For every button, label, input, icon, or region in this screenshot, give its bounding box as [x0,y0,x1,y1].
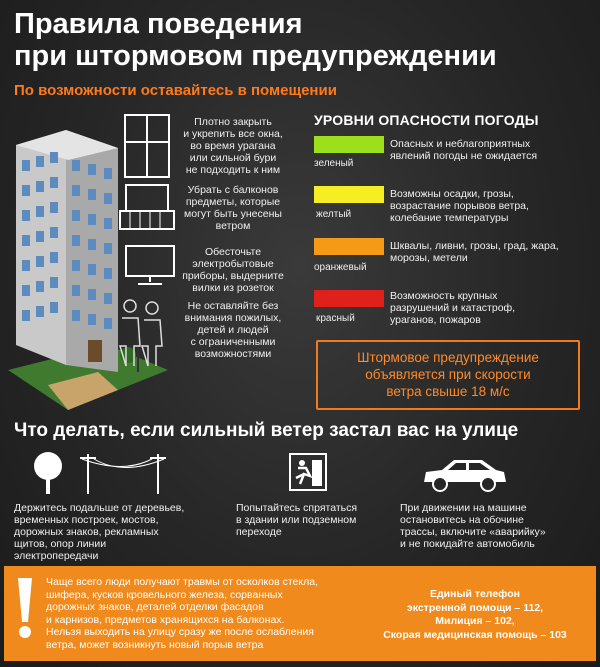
level-label-orange: оранжевый [314,262,367,273]
level-label-green: зеленый [314,158,354,169]
car-icon [420,454,508,494]
levels-title: УРОВНИ ОПАСНОСТИ ПОГОДЫ [314,112,539,128]
level-desc-orange: Шквалы, ливни, грозы, град, жара, морозы, метели [390,240,559,264]
level-desc-red: Возможность крупных разрушений и катастроф, ураганов, пожаров [390,290,516,326]
tip-balcony: Убрать с балконов предметы, которые могут быть унесены ветром [184,184,282,232]
balcony-icon [118,183,176,233]
street-tip-shelter: Попытайтесь спрятаться в здании или подземном переходе [236,502,358,538]
tree-power-line-icon [18,450,166,496]
subtitle: По возможности оставайтесь в помещении [14,82,337,99]
people-icon [112,296,170,368]
title-line-2: при штормовом предупреждении [14,40,497,72]
street-section-title: Что делать, если сильный ветер застал вас на улице [14,420,519,441]
level-label-yellow: желтый [316,209,352,220]
level-swatch-green [314,136,384,153]
level-swatch-red [314,290,384,307]
tip-appliances: Обесточьте электробытовые приборы, выдерните вилки из розеток [182,246,284,294]
tip-vulnerable-people: Не оставляйте без внимания пожилых, детей и людей с ограниченными возможностями [184,300,282,360]
exclamation-icon [14,576,36,642]
level-desc-green: Опасных и неблагоприятных явлений погоды не ожидается [390,138,538,162]
level-desc-yellow: Возможны осадки, грозы, возрастание порывов ветра, колебание температуры [390,188,529,224]
level-label-red: красный [316,313,355,324]
exit-sign-icon [288,452,328,492]
storm-warning-text: Штормовое предупреждение объявляется при скорости ветра свыше 18 м/с [357,350,539,399]
page-title [14,8,594,72]
title-line-1: Правила поведения [14,8,303,40]
injury-warning-text: Чаще всего люди получают травмы от осколков стекла, шифера, кусков кровельного железа, сорванных дорожных знаков, деталей отделки фасадов и карнизов, предметов хранящихся на балконах. Нельзя выходить на улицу сразу же после ослабления ветра, может возникнуть новый порыв ветра [46,576,318,651]
tv-icon [124,244,176,286]
level-swatch-yellow [314,186,384,203]
street-tip-car: При движении на машине остановитесь на обочине трассы, включите «аварийку» и не покидайте автомобиль [400,502,546,550]
emergency-phones: Единый телефон экстренной помощи – 112, Милиция – 102, Скорая медицинская помощь – 103 [383,588,567,641]
level-swatch-orange [314,238,384,255]
window-icon [122,112,172,180]
street-tip-trees: Держитесь подальше от деревьев, временных построек, мостов, дорожных знаков, рекламных щитов, опор линии электропередачи [14,502,185,562]
tip-windows: Плотно закрыть и укрепить все окна, во время урагана или сильной бури не подходить к ним [183,116,283,176]
storm-warning-box [316,340,580,410]
